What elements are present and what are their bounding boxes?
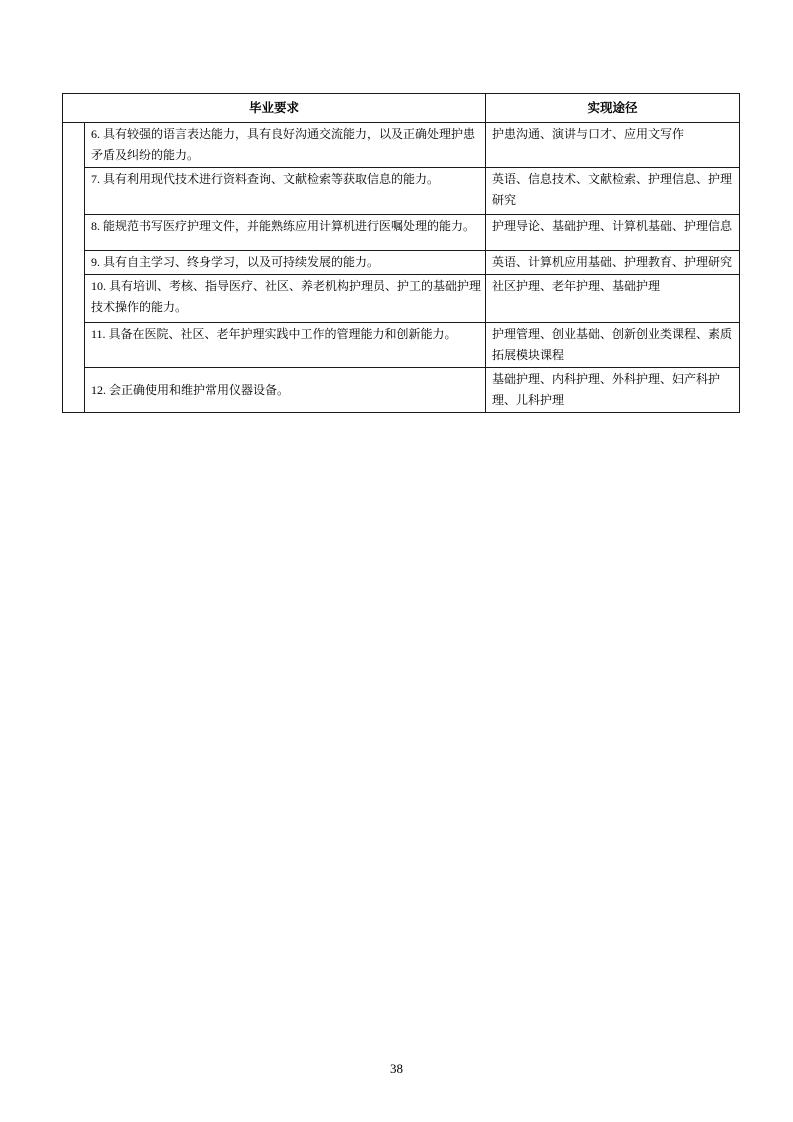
table-row [63, 215, 740, 251]
header-requirements: 毕业要求 [63, 94, 486, 123]
requirement-cell: 12. 会正确使用和维护常用仪器设备。 [85, 368, 486, 413]
header-path: 实现途径 [486, 94, 740, 123]
left-margin-cell [63, 123, 85, 413]
table-row [63, 123, 740, 168]
requirement-cell: 9. 具有自主学习、终身学习，以及可持续发展的能力。 [85, 251, 486, 275]
path-cell: 社区护理、老年护理、基础护理 [486, 275, 740, 323]
requirement-cell: 7. 具有利用现代技术进行资料查询、文献检索等获取信息的能力。 [85, 168, 486, 215]
table-row [63, 168, 740, 215]
table-header-row [63, 94, 740, 123]
graduation-requirements-table [62, 93, 740, 413]
path-cell: 英语、信息技术、文献检索、护理信息、护理研究 [486, 168, 740, 215]
table-row [63, 368, 740, 413]
requirement-cell: 10. 具有培训、考核、指导医疗、社区、养老机构护理员、护工的基础护理技术操作的能力。 [85, 275, 486, 323]
path-cell: 护患沟通、演讲与口才、应用文写作 [486, 123, 740, 168]
table-row [63, 275, 740, 323]
requirement-cell: 11. 具备在医院、社区、老年护理实践中工作的管理能力和创新能力。 [85, 323, 486, 368]
table-row [63, 323, 740, 368]
table-row [63, 251, 740, 275]
path-cell: 护理导论、基础护理、计算机基础、护理信息 [486, 215, 740, 251]
path-cell: 英语、计算机应用基础、护理教育、护理研究 [486, 251, 740, 275]
requirement-cell: 8. 能规范书写医疗护理文件，并能熟练应用计算机进行医嘱处理的能力。 [85, 215, 486, 251]
page-number: 38 [390, 1061, 403, 1076]
requirement-cell: 6. 具有较强的语言表达能力，具有良好沟通交流能力，以及正确处理护患矛盾及纠纷的能力。 [85, 123, 486, 168]
path-cell: 护理管理、创业基础、创新创业类课程、素质拓展模块课程 [486, 323, 740, 368]
path-cell: 基础护理、内科护理、外科护理、妇产科护理、儿科护理 [486, 368, 740, 413]
